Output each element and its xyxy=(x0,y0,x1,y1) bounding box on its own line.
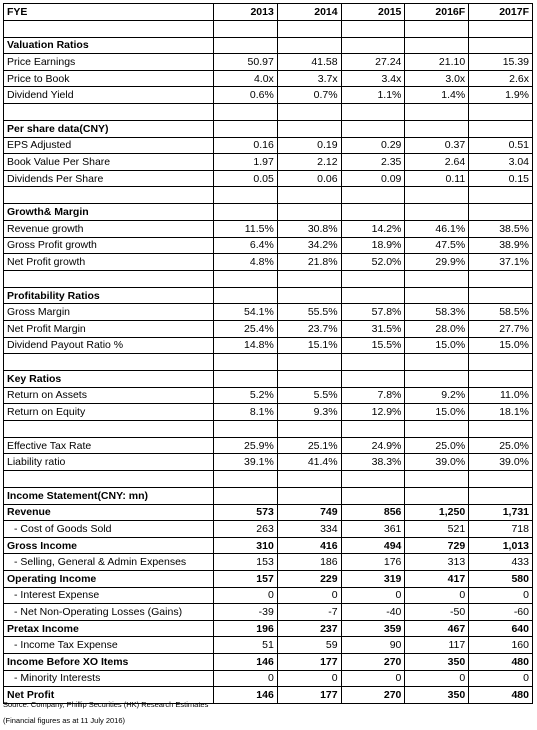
row-label: Return on Equity xyxy=(4,404,214,421)
value-cell: 480 xyxy=(469,654,533,671)
spacer-row xyxy=(4,471,533,488)
value-cell: 5.5% xyxy=(277,387,341,404)
empty-cell xyxy=(341,37,405,54)
value-cell: 177 xyxy=(277,687,341,704)
value-cell: 0.06 xyxy=(277,170,341,187)
value-cell: -7 xyxy=(277,604,341,621)
value-cell: 573 xyxy=(214,504,278,521)
value-cell: 334 xyxy=(277,521,341,538)
value-cell: 0 xyxy=(405,670,469,687)
value-cell: -40 xyxy=(341,604,405,621)
empty-cell xyxy=(469,120,533,137)
value-cell: 0 xyxy=(277,670,341,687)
empty-cell xyxy=(4,270,214,287)
empty-cell xyxy=(469,471,533,488)
spacer-row xyxy=(4,103,533,120)
empty-cell xyxy=(469,187,533,204)
value-cell: 37.1% xyxy=(469,254,533,271)
row-label: EPS Adjusted xyxy=(4,137,214,154)
value-cell: 21.10 xyxy=(405,54,469,71)
row-label: - Minority Interests xyxy=(4,670,214,687)
value-cell: 2.64 xyxy=(405,154,469,171)
value-cell: 46.1% xyxy=(405,220,469,237)
table-row xyxy=(4,571,533,588)
value-cell: 0.37 xyxy=(405,137,469,154)
value-cell: 15.39 xyxy=(469,54,533,71)
value-cell: 176 xyxy=(341,554,405,571)
row-label: Net Profit Margin xyxy=(4,320,214,337)
value-cell: 3.04 xyxy=(469,154,533,171)
empty-cell xyxy=(405,187,469,204)
row-label: Dividend Yield xyxy=(4,87,214,104)
empty-cell xyxy=(405,488,469,505)
value-cell: 270 xyxy=(341,687,405,704)
value-cell: 1.4% xyxy=(405,87,469,104)
empty-cell xyxy=(341,420,405,437)
value-cell: 31.5% xyxy=(341,320,405,337)
value-cell: 24.9% xyxy=(341,437,405,454)
value-cell: 350 xyxy=(405,687,469,704)
value-cell: 640 xyxy=(469,620,533,637)
row-label: Net Profit growth xyxy=(4,254,214,271)
empty-cell xyxy=(469,420,533,437)
value-cell: 41.58 xyxy=(277,54,341,71)
value-cell: 0 xyxy=(214,670,278,687)
empty-cell xyxy=(214,120,278,137)
empty-cell xyxy=(405,420,469,437)
empty-cell xyxy=(405,103,469,120)
value-cell: 47.5% xyxy=(405,237,469,254)
empty-cell xyxy=(277,287,341,304)
value-cell: 23.7% xyxy=(277,320,341,337)
value-cell: 2.12 xyxy=(277,154,341,171)
value-cell: 186 xyxy=(277,554,341,571)
value-cell: 0 xyxy=(341,670,405,687)
table-row xyxy=(4,454,533,471)
empty-cell xyxy=(341,488,405,505)
value-cell: 5.2% xyxy=(214,387,278,404)
empty-cell xyxy=(277,270,341,287)
value-cell: 0.7% xyxy=(277,87,341,104)
table-row xyxy=(4,137,533,154)
empty-cell xyxy=(277,37,341,54)
value-cell: -39 xyxy=(214,604,278,621)
value-cell: 14.2% xyxy=(341,220,405,237)
empty-cell xyxy=(341,120,405,137)
value-cell: 54.1% xyxy=(214,304,278,321)
value-cell: 417 xyxy=(405,571,469,588)
value-cell: 12.9% xyxy=(341,404,405,421)
empty-cell xyxy=(214,420,278,437)
empty-cell xyxy=(214,103,278,120)
value-cell: 0 xyxy=(469,670,533,687)
value-cell: 0.19 xyxy=(277,137,341,154)
value-cell: 1,013 xyxy=(469,537,533,554)
table-row xyxy=(4,154,533,171)
value-cell: 15.0% xyxy=(405,404,469,421)
empty-cell xyxy=(277,354,341,371)
empty-cell xyxy=(341,204,405,221)
value-cell: 313 xyxy=(405,554,469,571)
empty-cell xyxy=(341,371,405,388)
value-cell: 856 xyxy=(341,504,405,521)
value-cell: 41.4% xyxy=(277,454,341,471)
table-row xyxy=(4,587,533,604)
empty-cell xyxy=(214,371,278,388)
table-row xyxy=(4,537,533,554)
row-label: Price to Book xyxy=(4,70,214,87)
row-label: Dividends Per Share xyxy=(4,170,214,187)
empty-cell xyxy=(4,471,214,488)
value-cell: 718 xyxy=(469,521,533,538)
value-cell: 14.8% xyxy=(214,337,278,354)
row-label: Gross Profit growth xyxy=(4,237,214,254)
section-title: Valuation Ratios xyxy=(4,37,214,54)
row-label: - Selling, General & Admin Expenses xyxy=(4,554,214,571)
empty-cell xyxy=(214,471,278,488)
empty-cell xyxy=(341,20,405,37)
row-label: Net Profit xyxy=(4,687,214,704)
section-title-row xyxy=(4,488,533,505)
empty-cell xyxy=(4,354,214,371)
empty-cell xyxy=(4,103,214,120)
value-cell: 8.1% xyxy=(214,404,278,421)
row-label: Gross Margin xyxy=(4,304,214,321)
row-label: - Interest Expense xyxy=(4,587,214,604)
empty-cell xyxy=(469,287,533,304)
value-cell: 0.16 xyxy=(214,137,278,154)
row-label: Gross Income xyxy=(4,537,214,554)
empty-cell xyxy=(4,187,214,204)
empty-cell xyxy=(405,354,469,371)
header-row xyxy=(4,4,533,21)
value-cell: 18.9% xyxy=(341,237,405,254)
spacer-row xyxy=(4,20,533,37)
value-cell: 39.0% xyxy=(405,454,469,471)
spacer-row xyxy=(4,187,533,204)
empty-cell xyxy=(341,103,405,120)
table-row xyxy=(4,320,533,337)
empty-cell xyxy=(341,354,405,371)
row-label: Liability ratio xyxy=(4,454,214,471)
value-cell: 39.0% xyxy=(469,454,533,471)
value-cell: 146 xyxy=(214,687,278,704)
value-cell: 52.0% xyxy=(341,254,405,271)
value-cell: 0.15 xyxy=(469,170,533,187)
spacer-row xyxy=(4,420,533,437)
row-label: Revenue xyxy=(4,504,214,521)
value-cell: 25.9% xyxy=(214,437,278,454)
value-cell: 6.4% xyxy=(214,237,278,254)
value-cell: 1,250 xyxy=(405,504,469,521)
value-cell: 29.9% xyxy=(405,254,469,271)
value-cell: 7.8% xyxy=(341,387,405,404)
value-cell: 433 xyxy=(469,554,533,571)
value-cell: 117 xyxy=(405,637,469,654)
value-cell: 0.09 xyxy=(341,170,405,187)
empty-cell xyxy=(277,187,341,204)
value-cell: 0 xyxy=(341,587,405,604)
value-cell: 51 xyxy=(214,637,278,654)
value-cell: 3.7x xyxy=(277,70,341,87)
value-cell: 494 xyxy=(341,537,405,554)
empty-cell xyxy=(405,204,469,221)
table-row xyxy=(4,237,533,254)
value-cell: 57.8% xyxy=(341,304,405,321)
table-row xyxy=(4,437,533,454)
section-title: Income Statement(CNY: mn) xyxy=(4,488,214,505)
row-label: Effective Tax Rate xyxy=(4,437,214,454)
empty-cell xyxy=(405,270,469,287)
value-cell: 749 xyxy=(277,504,341,521)
value-cell: 28.0% xyxy=(405,320,469,337)
empty-cell xyxy=(214,270,278,287)
empty-cell xyxy=(469,488,533,505)
empty-cell xyxy=(214,287,278,304)
value-cell: 11.0% xyxy=(469,387,533,404)
value-cell: 18.1% xyxy=(469,404,533,421)
value-cell: 25.0% xyxy=(405,437,469,454)
value-cell: 480 xyxy=(469,687,533,704)
value-cell: 729 xyxy=(405,537,469,554)
value-cell: 160 xyxy=(469,637,533,654)
value-cell: 0 xyxy=(214,587,278,604)
table-row xyxy=(4,670,533,687)
value-cell: 361 xyxy=(341,521,405,538)
value-cell: 0.51 xyxy=(469,137,533,154)
empty-cell xyxy=(214,187,278,204)
value-cell: 237 xyxy=(277,620,341,637)
value-cell: 416 xyxy=(277,537,341,554)
header-year: 2016F xyxy=(405,4,469,21)
header-fye-label: FYE xyxy=(4,4,214,21)
value-cell: 58.3% xyxy=(405,304,469,321)
financial-summary-table xyxy=(3,3,533,704)
section-title: Per share data(CNY) xyxy=(4,120,214,137)
empty-cell xyxy=(405,471,469,488)
section-title-row xyxy=(4,37,533,54)
empty-cell xyxy=(405,371,469,388)
empty-cell xyxy=(405,120,469,137)
section-title-row xyxy=(4,287,533,304)
value-cell: 15.0% xyxy=(469,337,533,354)
value-cell: 9.3% xyxy=(277,404,341,421)
value-cell: 34.2% xyxy=(277,237,341,254)
value-cell: 1.1% xyxy=(341,87,405,104)
value-cell: 3.0x xyxy=(405,70,469,87)
empty-cell xyxy=(469,354,533,371)
empty-cell xyxy=(277,120,341,137)
value-cell: 1.9% xyxy=(469,87,533,104)
value-cell: 15.1% xyxy=(277,337,341,354)
empty-cell xyxy=(341,270,405,287)
empty-cell xyxy=(214,20,278,37)
value-cell: 310 xyxy=(214,537,278,554)
table-row xyxy=(4,620,533,637)
table-row xyxy=(4,304,533,321)
empty-cell xyxy=(277,420,341,437)
value-cell: 58.5% xyxy=(469,304,533,321)
empty-cell xyxy=(214,204,278,221)
section-title-row xyxy=(4,204,533,221)
value-cell: 229 xyxy=(277,571,341,588)
section-title-row xyxy=(4,371,533,388)
empty-cell xyxy=(405,37,469,54)
date-note: (Financial figures as at 11 July 2016) xyxy=(3,716,126,725)
empty-cell xyxy=(277,371,341,388)
value-cell: 38.9% xyxy=(469,237,533,254)
value-cell: 90 xyxy=(341,637,405,654)
table-row xyxy=(4,654,533,671)
value-cell: 0.6% xyxy=(214,87,278,104)
value-cell: 521 xyxy=(405,521,469,538)
empty-cell xyxy=(4,420,214,437)
value-cell: 153 xyxy=(214,554,278,571)
source-note: Source: Company, Phillip Securities (HK) Research Estimates xyxy=(3,700,209,709)
table-row xyxy=(4,220,533,237)
header-year: 2014 xyxy=(277,4,341,21)
value-cell: 1,731 xyxy=(469,504,533,521)
table-row xyxy=(4,387,533,404)
value-cell: 27.7% xyxy=(469,320,533,337)
value-cell: 21.8% xyxy=(277,254,341,271)
table-row xyxy=(4,87,533,104)
value-cell: 38.5% xyxy=(469,220,533,237)
empty-cell xyxy=(277,204,341,221)
value-cell: 15.0% xyxy=(405,337,469,354)
value-cell: 55.5% xyxy=(277,304,341,321)
table-row xyxy=(4,54,533,71)
empty-cell xyxy=(214,354,278,371)
empty-cell xyxy=(469,103,533,120)
row-label: - Net Non-Operating Losses (Gains) xyxy=(4,604,214,621)
section-title-row xyxy=(4,120,533,137)
value-cell: 27.24 xyxy=(341,54,405,71)
value-cell: 4.0x xyxy=(214,70,278,87)
table-row xyxy=(4,404,533,421)
value-cell: 350 xyxy=(405,654,469,671)
row-label: Pretax Income xyxy=(4,620,214,637)
value-cell: 25.0% xyxy=(469,437,533,454)
value-cell: 11.5% xyxy=(214,220,278,237)
header-year: 2015 xyxy=(341,4,405,21)
value-cell: 30.8% xyxy=(277,220,341,237)
empty-cell xyxy=(214,37,278,54)
value-cell: 0.29 xyxy=(341,137,405,154)
value-cell: 0.05 xyxy=(214,170,278,187)
value-cell: 2.6x xyxy=(469,70,533,87)
spacer-row xyxy=(4,354,533,371)
header-year: 2017F xyxy=(469,4,533,21)
value-cell: 25.1% xyxy=(277,437,341,454)
empty-cell xyxy=(277,471,341,488)
value-cell: 0 xyxy=(469,587,533,604)
table-row xyxy=(4,504,533,521)
value-cell: 1.97 xyxy=(214,154,278,171)
value-cell: 4.8% xyxy=(214,254,278,271)
row-label: Income Before XO Items xyxy=(4,654,214,671)
value-cell: 177 xyxy=(277,654,341,671)
table-row xyxy=(4,554,533,571)
value-cell: 0 xyxy=(277,587,341,604)
value-cell: 467 xyxy=(405,620,469,637)
empty-cell xyxy=(341,287,405,304)
row-label: Revenue growth xyxy=(4,220,214,237)
row-label: - Income Tax Expense xyxy=(4,637,214,654)
value-cell: 157 xyxy=(214,571,278,588)
empty-cell xyxy=(469,204,533,221)
empty-cell xyxy=(341,471,405,488)
row-label: - Cost of Goods Sold xyxy=(4,521,214,538)
table-row xyxy=(4,637,533,654)
table-row xyxy=(4,604,533,621)
value-cell: 2.35 xyxy=(341,154,405,171)
value-cell: 9.2% xyxy=(405,387,469,404)
row-label: Price Earnings xyxy=(4,54,214,71)
value-cell: 359 xyxy=(341,620,405,637)
value-cell: -50 xyxy=(405,604,469,621)
value-cell: 0 xyxy=(405,587,469,604)
table-row xyxy=(4,254,533,271)
section-title: Profitability Ratios xyxy=(4,287,214,304)
value-cell: 319 xyxy=(341,571,405,588)
empty-cell xyxy=(469,371,533,388)
value-cell: 146 xyxy=(214,654,278,671)
empty-cell xyxy=(277,103,341,120)
empty-cell xyxy=(469,270,533,287)
empty-cell xyxy=(405,287,469,304)
row-label: Dividend Payout Ratio % xyxy=(4,337,214,354)
value-cell: 50.97 xyxy=(214,54,278,71)
empty-cell xyxy=(277,488,341,505)
value-cell: 0.11 xyxy=(405,170,469,187)
value-cell: 59 xyxy=(277,637,341,654)
row-label: Book Value Per Share xyxy=(4,154,214,171)
value-cell: 38.3% xyxy=(341,454,405,471)
spacer-row xyxy=(4,270,533,287)
table-body xyxy=(4,4,533,704)
value-cell: -60 xyxy=(469,604,533,621)
value-cell: 580 xyxy=(469,571,533,588)
section-title: Key Ratios xyxy=(4,371,214,388)
row-label: Operating Income xyxy=(4,571,214,588)
empty-cell xyxy=(214,488,278,505)
value-cell: 270 xyxy=(341,654,405,671)
empty-cell xyxy=(405,20,469,37)
empty-cell xyxy=(469,37,533,54)
header-year: 2013 xyxy=(214,4,278,21)
table-row xyxy=(4,521,533,538)
value-cell: 196 xyxy=(214,620,278,637)
value-cell: 25.4% xyxy=(214,320,278,337)
value-cell: 263 xyxy=(214,521,278,538)
empty-cell xyxy=(277,20,341,37)
section-title: Growth& Margin xyxy=(4,204,214,221)
value-cell: 3.4x xyxy=(341,70,405,87)
table-row xyxy=(4,70,533,87)
row-label: Return on Assets xyxy=(4,387,214,404)
value-cell: 39.1% xyxy=(214,454,278,471)
empty-cell xyxy=(4,20,214,37)
empty-cell xyxy=(469,20,533,37)
value-cell: 15.5% xyxy=(341,337,405,354)
table-row xyxy=(4,337,533,354)
table-row xyxy=(4,170,533,187)
empty-cell xyxy=(341,187,405,204)
